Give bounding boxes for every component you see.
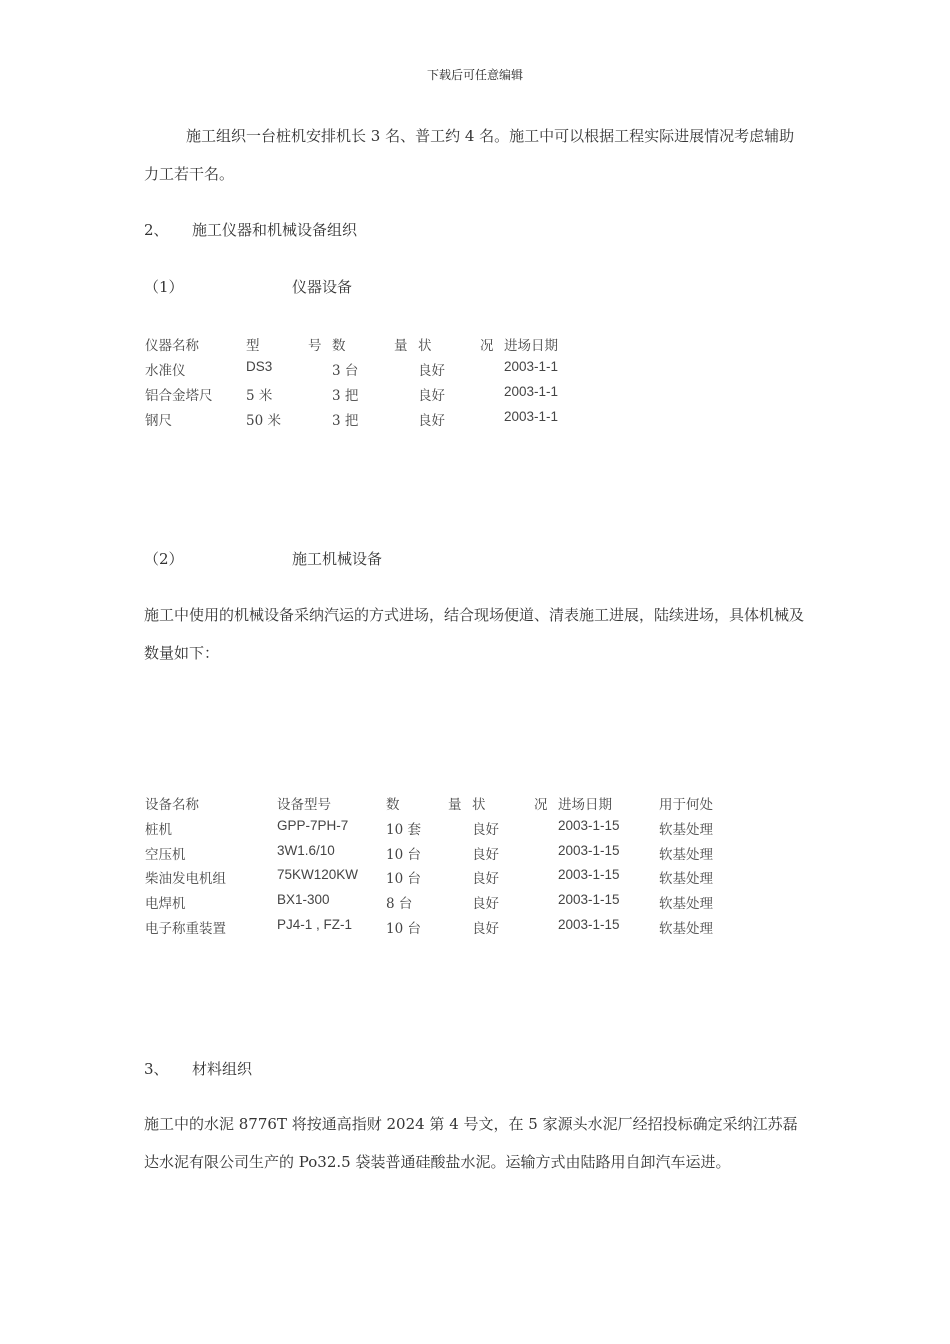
table1-cell: 2003-1-1: [504, 409, 559, 424]
table2-cell: 10 台: [386, 921, 421, 937]
table2-cell: PJ4-1 , FZ-1: [277, 917, 353, 932]
table1-header: 型: [246, 338, 260, 354]
table1-cell: 良好: [418, 388, 445, 404]
table2-header: 设备型号: [277, 797, 331, 813]
table2-cell: 电子称重装置: [145, 921, 226, 937]
table1-cell: 3 把: [332, 388, 359, 404]
table2-cell: 2003-1-15: [558, 867, 620, 882]
machinery-paragraph: 施工中使用的机械设备采纳汽运的方式进场，结合现场便道、清表施工进展，陆续进场，具体机械及数量如下：: [144, 606, 805, 662]
table1-header: 号: [308, 338, 322, 354]
table2-cell: 良好: [472, 871, 499, 887]
sub-2-title: 施工机械设备: [292, 550, 383, 568]
sub-1-title: 仪器设备: [292, 278, 353, 296]
table1-cell: 2003-1-1: [504, 359, 559, 374]
table2-cell: 电焊机: [145, 896, 186, 912]
table2-cell: 良好: [472, 921, 499, 937]
section-3-title: 材料组织: [192, 1060, 253, 1078]
table1-cell: 铝合金塔尺: [145, 388, 213, 404]
section-2-number: 2、: [144, 221, 169, 239]
table2-header: 况: [534, 797, 548, 813]
section-2-title: 施工仪器和机械设备组织: [192, 221, 358, 239]
table2-cell: 良好: [472, 847, 499, 863]
table1-cell: 3 台: [332, 363, 359, 379]
table2-cell: 2003-1-15: [558, 818, 620, 833]
table2-cell: GPP-7PH-7: [277, 818, 349, 833]
table2-header: 设备名称: [145, 797, 199, 813]
table2-header: 状: [472, 797, 486, 813]
sub-1-number: （1）: [144, 278, 184, 296]
table2-cell: 空压机: [145, 847, 186, 863]
table1-header: 进场日期: [504, 338, 558, 354]
table2-cell: 软基处理: [659, 896, 713, 912]
table1-cell: 50 米: [246, 413, 281, 429]
table1-header: 量: [394, 338, 408, 354]
table2-cell: 软基处理: [659, 847, 713, 863]
table1-cell: DS3: [246, 359, 273, 374]
table2-cell: 柴油发电机组: [145, 871, 226, 887]
table1-header: 状: [418, 338, 432, 354]
table2-header: 用于何处: [659, 797, 713, 813]
table2-cell: 75KW120KW: [277, 867, 359, 882]
table1-header: 况: [480, 338, 494, 354]
table1-cell: 水准仪: [145, 363, 186, 379]
section-3-number: 3、: [144, 1060, 169, 1078]
table2-cell: 良好: [472, 896, 499, 912]
materials-paragraph: 施工中的水泥 8776T 将按通高指财 2024 第 4 号文，在 5 家源头水泥厂经招投标确定采纳江苏磊达水泥有限公司生产的 Po32.5 袋装普通硅酸盐水泥。运输方式由陆路用自卸汽车运进。: [144, 1115, 798, 1171]
table2-cell: 软基处理: [659, 871, 713, 887]
table1-cell: 良好: [418, 413, 445, 429]
table2-cell: 3W1.6/10: [277, 843, 335, 858]
table2-cell: 2003-1-15: [558, 892, 620, 907]
table1-header: 数: [332, 338, 346, 354]
table2-cell: 软基处理: [659, 822, 713, 838]
table2-cell: 良好: [472, 822, 499, 838]
table2-cell: 桩机: [145, 822, 172, 838]
table1-cell: 3 把: [332, 413, 359, 429]
table1-header: 仪器名称: [145, 338, 199, 354]
table2-cell: 软基处理: [659, 921, 713, 937]
sub-2-number: （2）: [144, 550, 184, 568]
table2-cell: 2003-1-15: [558, 917, 620, 932]
table2-cell: 8 台: [386, 896, 413, 912]
table2-cell: 10 台: [386, 871, 421, 887]
table2-cell: 10 套: [386, 822, 421, 838]
table2-header: 数: [386, 797, 400, 813]
table2-cell: 2003-1-15: [558, 843, 620, 858]
table2-cell: BX1-300: [277, 892, 330, 907]
table2-header: 进场日期: [558, 797, 612, 813]
table1-cell: 良好: [418, 363, 445, 379]
intro-paragraph: 施工组织一台桩机安排机长 3 名、普工约 4 名。施工中可以根据工程实际进展情况考虑辅助力工若干名。: [144, 127, 795, 183]
table1-cell: 钢尺: [145, 413, 172, 429]
table2-cell: 10 台: [386, 847, 421, 863]
page-header: 下载后可任意编辑: [426, 68, 523, 82]
table1-cell: 5 米: [246, 388, 273, 404]
table1-cell: 2003-1-1: [504, 384, 559, 399]
table2-header: 量: [448, 797, 462, 813]
